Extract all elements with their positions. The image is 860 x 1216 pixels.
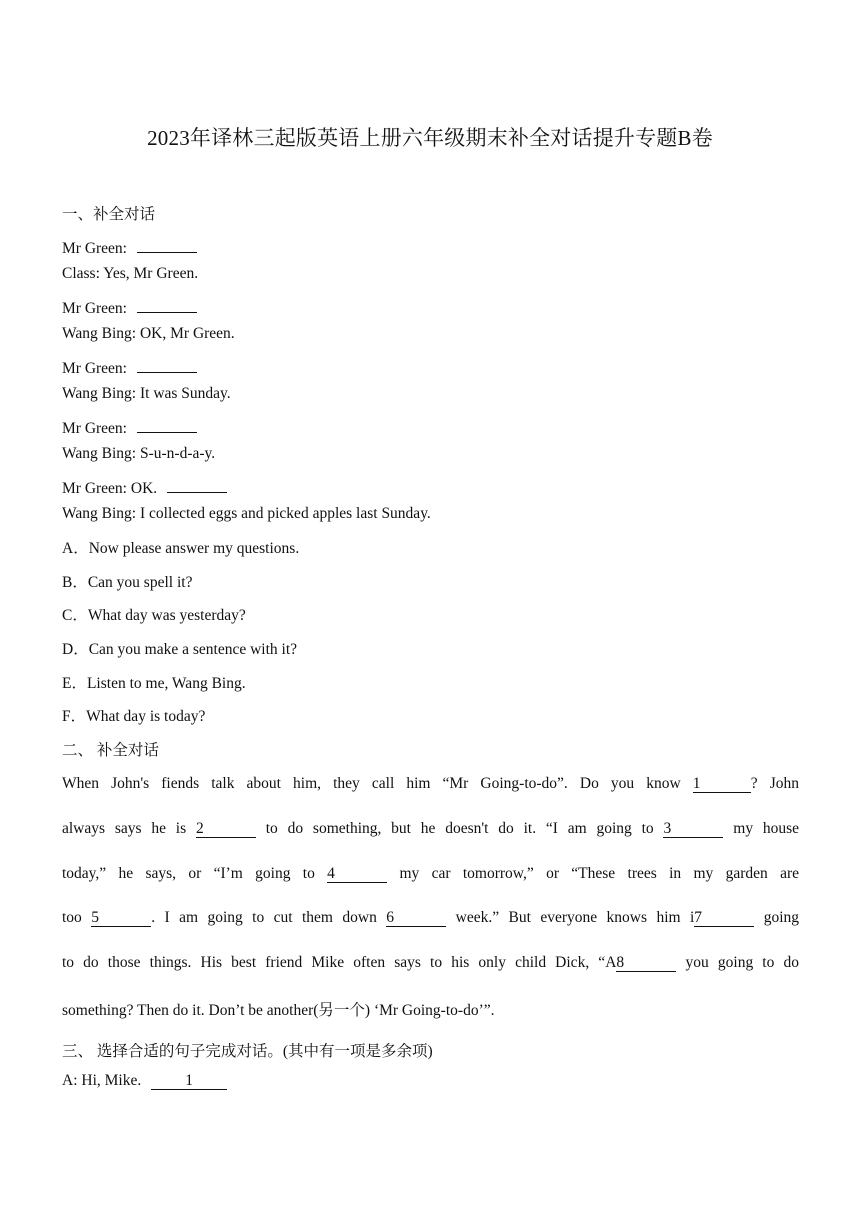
answer-blank[interactable]: 8 [616,954,676,972]
answer-blank[interactable] [137,295,197,313]
dialogue-line [62,475,227,498]
passage-text: my car tomorrow,” or “These trees in my garden are [399,865,800,882]
passage-text: too [62,909,82,926]
passage-text: When John's fiends talk about him, they call him “Mr Going-to-do”. Do you know [62,775,681,792]
speaker: Wang Bing: [62,385,137,402]
option-b: B．Can you spell it? [62,574,193,591]
answer-blank[interactable] [137,355,197,373]
passage-line [62,865,799,883]
passage-text: to do those things. His best friend Mike often says to his only child Dick, “A [62,954,617,971]
passage-text: week.” But everyone knows him i [455,909,695,926]
dialogue-line [62,235,197,258]
passage-text: you going to do [685,954,799,971]
dialogue-line [62,505,431,523]
dialogue-text: Yes, Mr Green. [103,265,199,282]
option-f: F．What day is today? [62,708,206,725]
dialogue-line [62,1072,227,1090]
dialogue-text: A: Hi, Mike. [62,1072,142,1089]
answer-blank[interactable]: 1 [151,1072,227,1090]
dialogue-line [62,415,197,438]
passage-text: today,” he says, or “I’m going to [62,865,315,882]
dialogue-line [62,265,198,283]
answer-blank[interactable]: 3 [663,820,723,838]
answer-blank[interactable] [137,235,197,253]
option-a: A．Now please answer my questions. [62,540,300,557]
dialogue-line [62,295,197,318]
answer-blank[interactable]: 4 [327,865,387,883]
speaker: Wang Bing: [62,505,137,522]
passage-line [62,909,799,927]
answer-blank[interactable]: 2 [196,820,256,838]
dialogue-text: OK. [130,480,158,497]
speaker: Wang Bing: [62,445,137,462]
speaker: Class: [62,265,100,282]
dialogue-line [62,445,215,463]
dialogue-line [62,355,197,378]
speaker: Mr Green: [62,360,127,377]
section2-heading: 二、 补全对话 [62,742,159,759]
answer-blank[interactable]: 1 [693,775,751,793]
answer-blank[interactable]: 6 [386,909,446,927]
passage-text: going [763,909,800,926]
passage-text: something? Then do it. Don’t be another(另一个) ‘Mr Going-to-do’”. [62,1002,495,1019]
dialogue-line [62,385,231,403]
answer-blank[interactable] [137,415,197,433]
dialogue-text: I collected eggs and picked apples last Sunday. [139,505,431,522]
passage-text: my house [733,820,800,837]
passage-text: to do something, but he doesn't do it. “I am going to [265,820,654,837]
passage-text: always says he is [62,820,187,837]
speaker: Wang Bing: [62,325,137,342]
passage-line [62,954,799,972]
answer-blank[interactable]: 7 [694,909,754,927]
passage-text: ? John [750,775,799,792]
speaker: Mr Green: [62,300,127,317]
dialogue-text: OK, Mr Green. [139,325,235,342]
passage-line [62,820,799,838]
answer-blank[interactable]: 5 [91,909,151,927]
option-e: E．Listen to me, Wang Bing. [62,675,246,692]
speaker: Mr Green: [62,480,127,497]
passage-text: . I am going to cut them down [151,909,377,926]
passage-line [62,998,799,1020]
section1-heading: 一、补全对话 [62,206,156,223]
option-c: C．What day was yesterday? [62,607,246,624]
speaker: Mr Green: [62,240,127,257]
option-d: D．Can you make a sentence with it? [62,641,298,658]
dialogue-text: It was Sunday. [139,385,231,402]
answer-blank[interactable] [167,475,227,493]
speaker: Mr Green: [62,420,127,437]
page-title: 2023年译林三起版英语上册六年级期末补全对话提升专题B卷 [147,126,713,150]
section3-heading: 三、 选择合适的句子完成对话。(其中有一项是多余项) [62,1043,433,1060]
passage-line [62,775,799,793]
dialogue-line [62,325,235,343]
dialogue-text: S-u-n-d-a-y. [139,445,216,462]
